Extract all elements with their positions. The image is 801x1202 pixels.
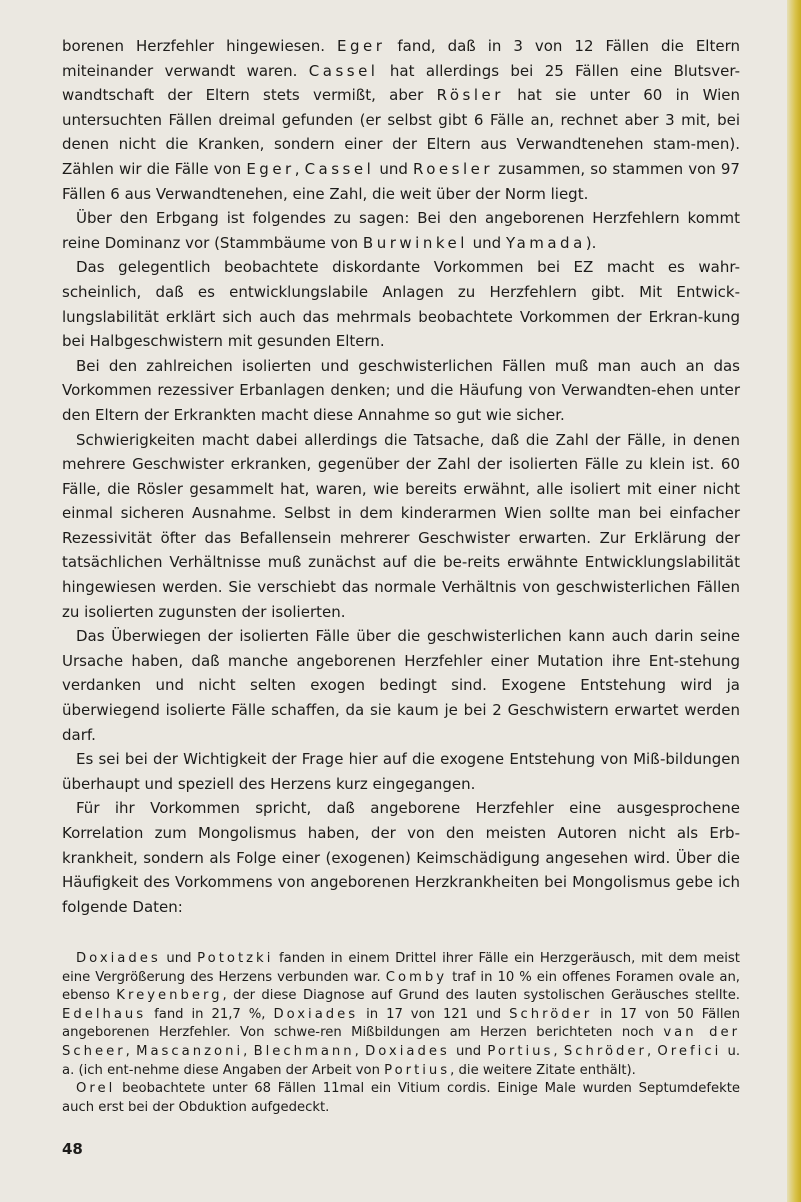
text-run: borenen Herzfehler hingewiesen. xyxy=(62,37,337,55)
text-run: in 17 von 50 Fällen angeborenen Herzfehler. Von schwe-ren Mißbildungen am Herzen berichteten noch xyxy=(62,1006,740,1041)
text-run: und xyxy=(160,951,198,966)
author-name: Eger xyxy=(336,37,386,55)
author-name: Orefici xyxy=(657,1043,722,1059)
page-edge xyxy=(787,0,801,1202)
text-run: Für ihr Vorkommen spricht, daß angeborene Herzfehler eine ausgesprochene Korrelation zum Mongolismus haben, der von den meisten Autoren nicht als Erb-krankheit, sondern als Folge einer (exogenen) Keimschädigung angesehen wird. Über die Häufigkeit des Vorkommens von angeborenen Herzkrankheiten bei Mongolismus gebe ich folgende Daten: xyxy=(62,799,740,916)
author-name: Cassel xyxy=(308,61,379,80)
text-run: Bei den zahlreichen isolierten und geschwisterlichen Fällen muß man auch an das Vorkommen rezessiver Erbanlagen denken; und die Häufung von Verwandten-ehen unter den Eltern der Erkrankten macht diese Annahme so gut wie sicher. xyxy=(62,356,740,424)
text-run: hat sie unter 60 in Wien untersuchten Fällen dreimal gefunden (er selbst gibt 6 Fälle an, rechnet aber 3 mit, bei denen nicht die Kranken, sondern einer der Eltern aus Verwandtenehen stam-men). Zählen wir die Fälle von xyxy=(62,86,740,178)
main-text xyxy=(62,34,740,919)
author-name: Doxiades xyxy=(365,1043,450,1059)
text-run: beobachtete unter 68 Fällen 11mal ein Vitium cordis. Einige Male wurden Septumdefekte auch erst bei der Obduktion aufgedeckt. xyxy=(62,1081,740,1115)
text-run: , die weitere Zitate enthält). xyxy=(450,1062,636,1078)
text-run: Das gelegentlich beobachtete diskordante Vorkommen bei EZ macht es wahr-scheinlich, daß es entwicklungslabile Anlagen zu Herzfehlern gibt. Mit Entwick-lungslabilität erklärt sich auch das mehrmals beobachtete Vorkommen der Erkran-kung bei Halbgeschwistern mit gesunden Eltern. xyxy=(62,258,740,351)
footnote-paragraph-2 xyxy=(62,1080,740,1117)
text-run: in 17 von 121 und xyxy=(358,1006,510,1022)
paragraph-3 xyxy=(62,255,740,353)
author-name: Schröder xyxy=(563,1043,647,1059)
text-run: Es sei bei der Wichtigkeit der Frage hier auf die exogene Entstehung von Miß-bildungen überhaupt und speziell des Herzens kurz eingegangen. xyxy=(62,750,740,793)
footnote-paragraph-1 xyxy=(62,950,740,1080)
text-run: Über den Erbgang ist folgendes zu sagen: Bei den angeborenen Herzfehlern kommt reine Dominanz vor (Stammbäume von xyxy=(62,209,740,252)
text-run: u. a. (ich ent-nehme diese Angaben der Arbeit von xyxy=(62,1043,741,1078)
text-run: und xyxy=(467,233,506,252)
author-name: Yamada xyxy=(505,233,586,252)
author-name: Kreyenberg xyxy=(116,988,223,1004)
author-name: van der Scheer xyxy=(62,1025,740,1059)
author-name: Portius xyxy=(384,1062,451,1078)
author-name: Pototzki xyxy=(197,951,274,966)
author-name: Doxiades xyxy=(273,1006,359,1022)
paragraph-2 xyxy=(62,206,740,255)
text-run: , xyxy=(294,159,305,178)
page-number: 48 xyxy=(62,1140,83,1158)
author-name: Comby xyxy=(385,969,448,985)
paragraph-8 xyxy=(62,796,740,919)
text-run: und xyxy=(449,1043,488,1059)
text-run: traf in 10 % ein offenes Foramen ovale an, ebenso xyxy=(62,969,740,1004)
author-name: Rösler xyxy=(436,86,504,105)
paragraph-7 xyxy=(62,747,740,796)
author-name: Cassel xyxy=(304,159,375,178)
text-run: Das Überwiegen der isolierten Fälle über die geschwisterlichen kann auch darin seine Ursache haben, daß manche angeborenen Herzfehler einer Mutation ihre Ent-stehung verdanken und nicht selten exogen bedingt sind. Exogene Entstehung wird ja überwiegend isolierte Fälle schaffen, da sie kaum je bei 2 Geschwistern erwartet werden darf. xyxy=(62,627,740,744)
author-name: Doxiades xyxy=(76,951,161,966)
text-run: , xyxy=(646,1043,658,1059)
author-name: Eger xyxy=(246,159,295,178)
author-name: Orel xyxy=(76,1081,116,1097)
text-run: , xyxy=(243,1043,254,1059)
author-name: Burwinkel xyxy=(362,233,468,252)
text-run: fand, daß in 3 von 12 Fällen die Eltern miteinander verwandt waren. xyxy=(62,37,740,80)
author-name: Roesler xyxy=(412,159,494,178)
text-run: ). xyxy=(585,233,597,252)
author-name: Mascanzoni xyxy=(136,1043,244,1059)
text-run: fand in 21,7 %, xyxy=(146,1006,274,1022)
text-run: fanden in einem Drittel ihrer Fälle ein Herzgeräusch, mit dem meist eine Vergrößerung des Herzens verbunden war. xyxy=(62,951,740,985)
author-name: Schröder xyxy=(509,1006,593,1022)
text-run: , xyxy=(553,1043,564,1059)
paragraph-1 xyxy=(62,34,740,206)
paragraph-5 xyxy=(62,428,740,625)
author-name: Edelhaus xyxy=(62,1006,147,1022)
text-run: Schwierigkeiten macht dabei allerdings die Tatsache, daß die Zahl der Fälle, in denen mehrere Geschwister erkranken, gegenüber der Zahl der isolierten Fälle zu klein ist. 60 Fälle, die Rösler gesammelt hat, waren, wie bereits erwähnt, alle isoliert mit einer nicht einmal sicheren Ausnahme. Selbst in dem kinderarmen Wien sollte man bei einfacher Rezessivität öfter das Befallensein mehrerer Geschwister erwarten. Zur Erklärung der tatsächlichen Verhältnisse muß zunächst auf die be-reits erwähnte Entwicklungslabilität hingewiesen werden. Sie verschiebt das normale Verhältnis von geschwisterlichen Fällen zu isolierten zugunsten der isolierten. xyxy=(62,430,740,621)
footnote-text xyxy=(62,950,740,1117)
paragraph-6 xyxy=(62,624,740,747)
text-run: hat allerdings bei 25 Fällen eine Blutsver-wandtschaft der Eltern stets vermißt, aber xyxy=(62,61,740,105)
text-run: zusammen, so stammen von 97 Fällen 6 aus Verwandtenehen, eine Zahl, die weit über der Norm liegt. xyxy=(62,159,740,203)
text-run: , xyxy=(354,1043,366,1059)
author-name: Blechmann xyxy=(253,1043,355,1059)
text-run: , xyxy=(125,1043,137,1059)
paragraph-4 xyxy=(62,354,740,428)
text-run: und xyxy=(374,159,413,178)
text-run: , der diese Diagnose auf Grund des lauten systolischen Geräusches stellte. xyxy=(222,988,740,1004)
author-name: Portius xyxy=(487,1043,554,1059)
